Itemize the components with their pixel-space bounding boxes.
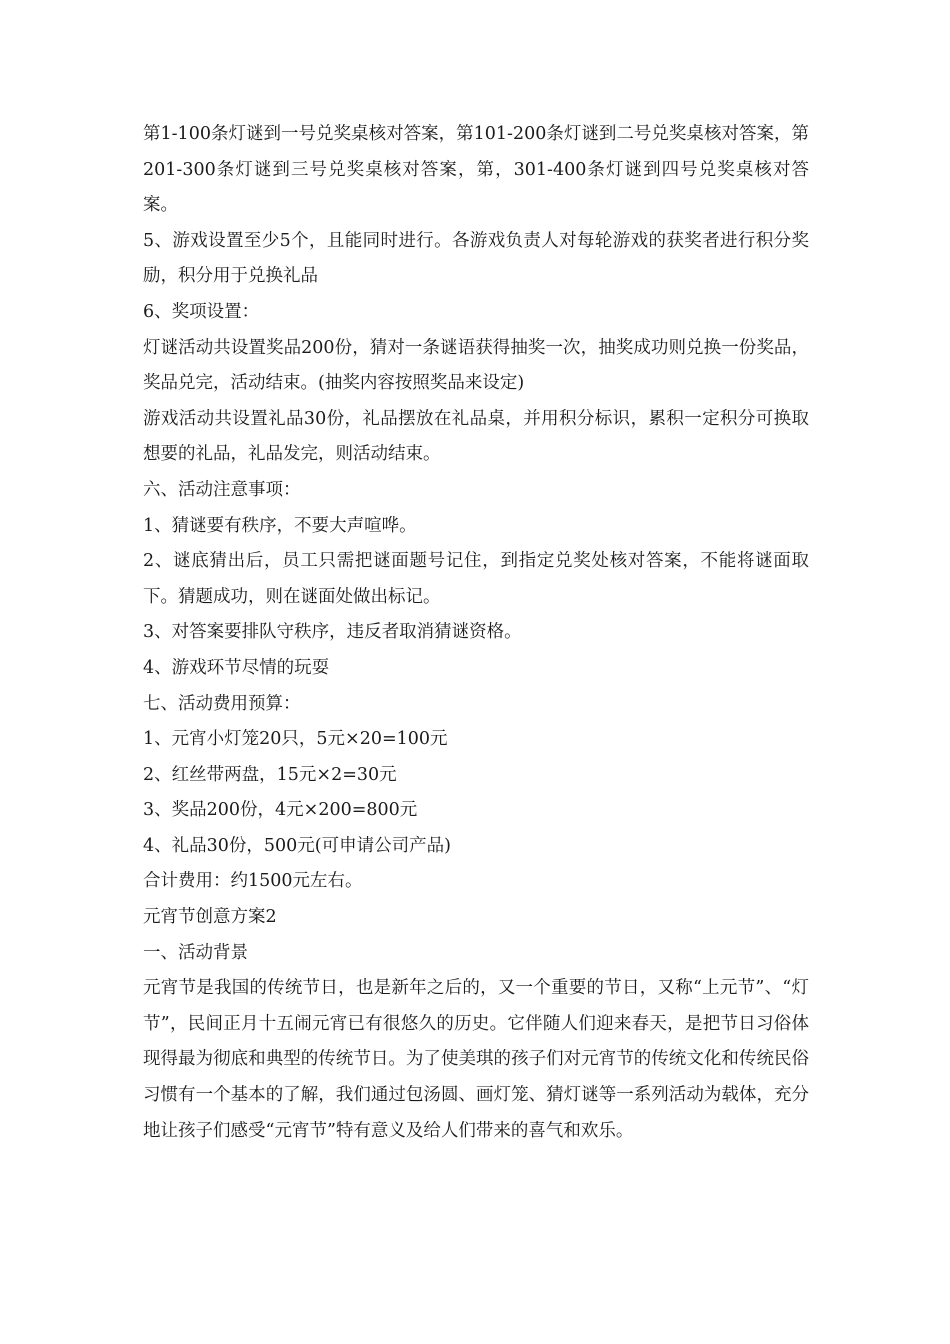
document-page	[143, 117, 809, 1149]
document-paragraph: 灯谜活动共设置奖品200份，猜对一条谜语获得抽奖一次，抽奖成功则兑换一份奖品，奖品兑完，活动结束。(抽奖内容按照奖品来设定)	[143, 337, 809, 394]
document-paragraph: 5、游戏设置至少5个，且能同时进行。各游戏负责人对每轮游戏的获奖者进行积分奖励，积分用于兑换礼品	[143, 230, 809, 287]
document-paragraph: 3、对答案要排队守秩序，违反者取消猜谜资格。	[143, 622, 522, 643]
document-paragraph: 4、游戏环节尽情的玩耍	[143, 657, 330, 678]
document-paragraph: 游戏活动共设置礼品30份，礼品摆放在礼品桌，并用积分标识，累积一定积分可换取想要的礼品，礼品发完，则活动结束。	[143, 408, 809, 465]
document-paragraph: 七、活动费用预算：	[143, 693, 301, 714]
document-paragraph: 一、活动背景	[143, 942, 248, 963]
document-paragraph: 6、奖项设置：	[143, 301, 260, 322]
document-paragraph: 元宵节是我国的传统节日，也是新年之后的，又一个重要的节日，又称“上元节”、“灯节”，民间正月十五闹元宵已有很悠久的历史。它伴随人们迎来春天，是把节日习俗体现得最为彻底和典型的传统节日。为了使美琪的孩子们对元宵节的传统文化和传统民俗习惯有一个基本的了解，我们通过包汤圆、画灯笼、猜灯谜等一系列活动为载体，充分地让孩子们感受“元宵节”特有意义及给人们带来的喜气和欢乐。	[143, 978, 809, 1141]
document-paragraph: 元宵节创意方案2	[143, 907, 277, 928]
document-paragraph: 合计费用：约1500元左右。	[143, 871, 363, 892]
document-paragraph: 第1-100条灯谜到一号兑奖桌核对答案，第101-200条灯谜到二号兑奖桌核对答案，第201-300条灯谜到三号兑奖桌核对答案，第，301-400条灯谜到四号兑奖桌核对答案。	[143, 124, 809, 216]
document-paragraph: 2、红丝带两盘，15元×2=30元	[143, 764, 397, 785]
document-paragraph: 2、谜底猜出后，员工只需把谜面题号记住，到指定兑奖处核对答案，不能将谜面取下。猜题成功，则在谜面处做出标记。	[143, 551, 809, 607]
document-paragraph: 1、元宵小灯笼20只，5元×20=100元	[143, 729, 448, 750]
document-paragraph: 1、猜谜要有秩序，不要大声喧哗。	[143, 515, 417, 536]
document-paragraph: 六、活动注意事项：	[143, 479, 301, 500]
document-paragraph: 4、礼品30份，500元(可申请公司产品)	[143, 835, 451, 856]
document-paragraph: 3、奖品200份，4元×200=800元	[143, 800, 418, 821]
